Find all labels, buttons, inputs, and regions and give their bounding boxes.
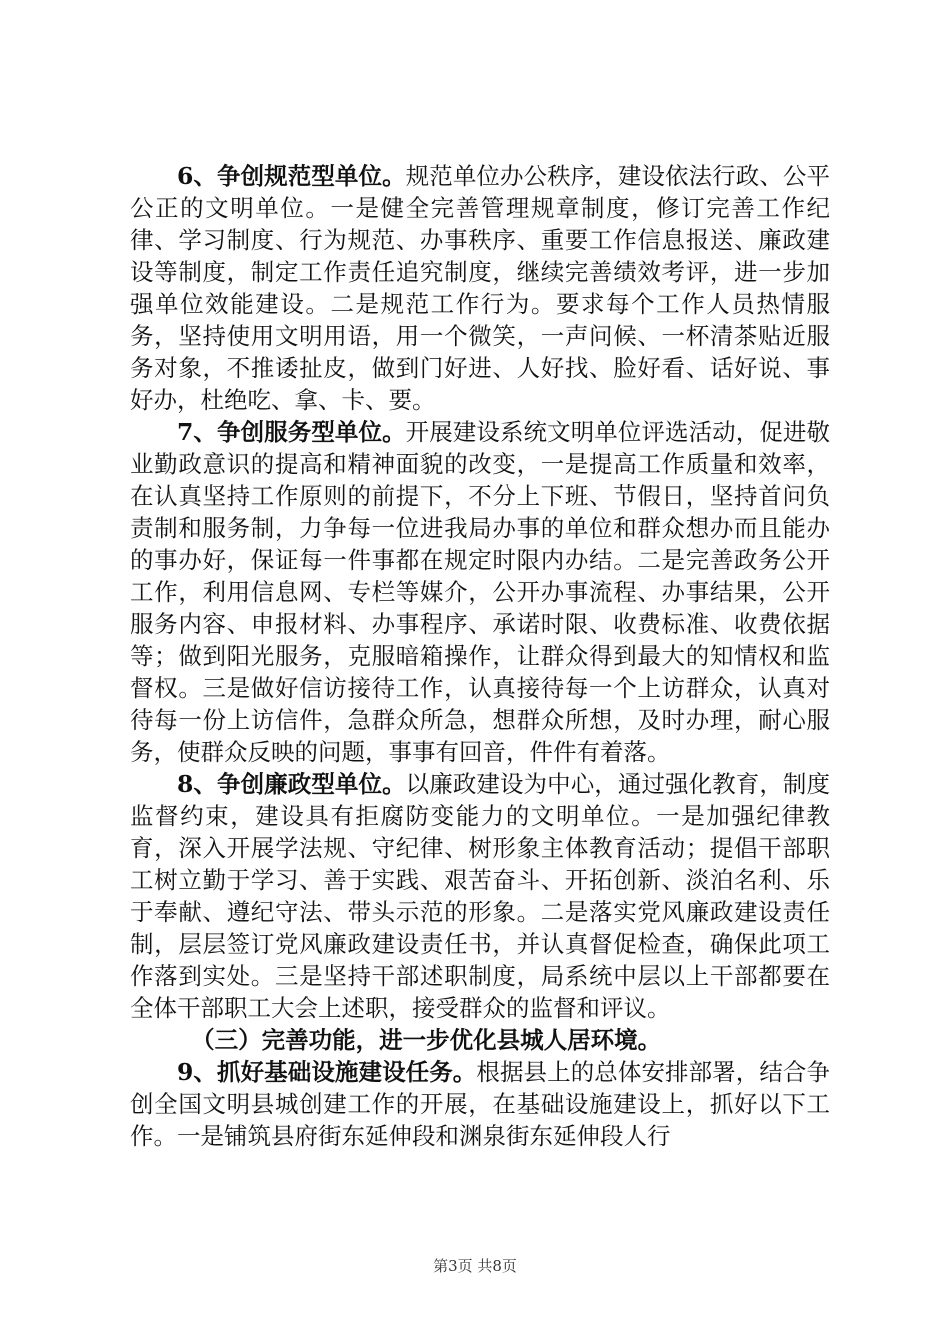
paragraph-9 [130, 1056, 830, 1152]
paragraph-heading: 9、抓好基础设施建设任务。 [177, 1058, 477, 1086]
paragraph-text: 根据县上的总体安排部署，结合争创全国文明县城创建工作的开展，在基础设施建设上，抓好以下工作。一是铺筑县府街东延伸段和渊泉街东延伸段人行 [130, 1058, 831, 1150]
paragraph-7 [130, 416, 830, 768]
page-footer: 第3页 共8页 [433, 1257, 517, 1275]
paragraph-text: 开展建设系统文明单位评选活动，促进敬业勤政意识的提高和精神面貌的改变，一是提高工作质量和效率，在认真坚持工作原则的前提下，不分上下班、节假日，坚持首问负责制和服务制，力争每一位进我局办事的单位和群众想办而且能办的事办好，保证每一件事都在规定时限内办结。二是完善政务公开工作，利用信息网、专栏等媒介，公开办事流程、办事结果，公开服务内容、申报材料、办事程序、承诺时限、收费标准、收费依据等；做到阳光服务，克服暗箱操作，让群众得到最大的知情权和监督权。三是做好信访接待工作，认真接待每一个上访群众，认真对待每一份上访信件，急群众所急，想群众所想，及时办理，耐心服务，使群众反映的问题，事事有回音，件件有着落。 [130, 418, 831, 766]
paragraph-8 [130, 768, 830, 1024]
section-heading: （三）完善功能，进一步优化县城人居环境。 [191, 1026, 662, 1054]
paragraph-text: 规范单位办公秩序，建设依法行政、公平公正的文明单位。一是健全完善管理规章制度，修订完善工作纪律、学习制度、行为规范、办事秩序、重要工作信息报送、廉政建设等制度，制定工作责任追究制度，继续完善绩效考评，进一步加强单位效能建设。二是规范工作行为。要求每个工作人员热情服务，坚持使用文明用语，用一个微笑，一声问候、一杯清茶贴近服务对象，不推诿扯皮，做到门好进、人好找、脸好看、话好说、事好办，杜绝吃、拿、卡、要。 [130, 162, 831, 414]
paragraph-heading: 6、争创规范型单位。 [177, 162, 406, 190]
paragraph-heading: 8、争创廉政型单位。 [177, 770, 406, 798]
document-body [130, 160, 830, 1152]
paragraph-6 [130, 160, 830, 416]
paragraph-heading: 7、争创服务型单位。 [177, 418, 406, 446]
paragraph-text: 以廉政建设为中心，通过强化教育，制度监督约束，建设具有拒腐防变能力的文明单位。一是加强纪律教育，深入开展学法规、守纪律、树形象主体教育活动；提倡干部职工树立勤于学习、善于实践、艰苦奋斗、开拓创新、淡泊名利、乐于奉献、遵纪守法、带头示范的形象。二是落实党风廉政建设责任制，层层签订党风廉政建设责任书，并认真督促检查，确保此项工作落到实处。三是坚持干部述职制度，局系统中层以上干部都要在全体干部职工大会上述职，接受群众的监督和评议。 [130, 770, 831, 1022]
